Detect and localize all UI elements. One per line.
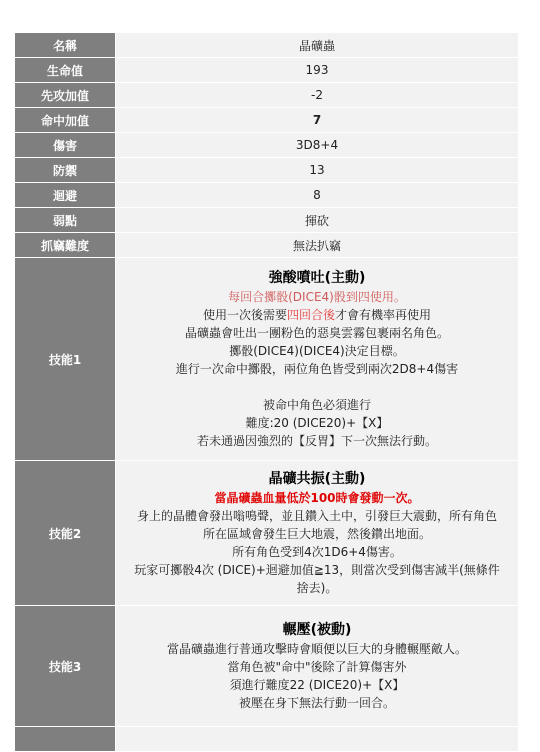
- stat-value: 7: [116, 108, 519, 133]
- skill-title: 晶礦共振(主動): [268, 471, 366, 487]
- skill-line: 身上的晶體會發出嗡鳴聲，並且鑽入土中，引發巨大震動，所有角色: [136, 509, 497, 523]
- stat-row-hit-bonus: [15, 108, 519, 133]
- skill-label: 技能3: [15, 606, 116, 727]
- stat-label: 弱點: [15, 208, 116, 233]
- skill-line: 若未通過因強烈的【反胃】下一次無法行動。: [196, 434, 437, 448]
- skill-row-1: [15, 258, 519, 461]
- skill-line: 晶礦蟲會吐出一團粉色的惡臭雲霧包裹兩名角色。: [184, 326, 449, 340]
- skill-row-2: [15, 461, 519, 606]
- stat-label: 抓竊難度: [15, 233, 116, 258]
- skill-line: 當晶礦蟲進行普通攻擊時會順便以巨大的身體輾壓敵人。: [166, 642, 467, 656]
- stat-value: 揮砍: [116, 208, 519, 233]
- empty-label-cell: [15, 727, 116, 752]
- empty-value-cell: [116, 727, 519, 752]
- stat-row-damage: [15, 133, 519, 158]
- skill-line: 所在區域會發生巨大地震，然後鑽出地面。: [202, 527, 431, 541]
- stat-row-weakness: [15, 208, 519, 233]
- stat-label: 迴避: [15, 183, 116, 208]
- skill-line: [116, 306, 518, 324]
- stat-label: 防禦: [15, 158, 116, 183]
- skill-line: 被壓在身下無法行動一回合。: [238, 696, 395, 710]
- skill-line-text-a: 使用一次後需要: [202, 308, 287, 322]
- stat-row-evasion: [15, 183, 519, 208]
- skill-line-text-b: 才會有機率再使用: [335, 308, 432, 322]
- stat-table: [14, 32, 519, 752]
- stat-label: 命中加值: [15, 108, 116, 133]
- skill-title: 輾壓(被動): [282, 622, 352, 638]
- skill-line: 捨去)。: [296, 581, 338, 595]
- stat-row-initiative: [15, 83, 519, 108]
- stat-value: 8: [116, 183, 519, 208]
- stat-value: 193: [116, 58, 519, 83]
- stat-value: 無法扒竊: [116, 233, 519, 258]
- stat-value: 3D8+4: [116, 133, 519, 158]
- skill-label: 技能2: [15, 461, 116, 606]
- skill-line: 擲骰(DICE4)(DICE4)決定目標。: [229, 344, 405, 358]
- skill-label: 技能1: [15, 258, 116, 461]
- skill-description: [116, 461, 519, 606]
- skill-line: 難度:20 (DICE20)+【X】: [245, 416, 389, 430]
- empty-row: [15, 727, 519, 752]
- stat-value: -2: [116, 83, 519, 108]
- stat-label: 生命值: [15, 58, 116, 83]
- skill-description: [116, 606, 519, 727]
- stat-row-steal-difficulty: [15, 233, 519, 258]
- stat-row-hp: [15, 58, 519, 83]
- skill-spacer: [116, 378, 518, 396]
- skill-description: [116, 258, 519, 461]
- skill-line: 玩家可擲骰4次 (DICE)+迴避加值≧13，則當次受到傷害減半(無條件: [134, 563, 500, 577]
- skill-line: 所有角色受到4次1D6+4傷害。: [232, 545, 402, 559]
- skill-condition: 當晶礦蟲血量低於100時會發動一次。: [214, 491, 420, 505]
- stat-row-name: [15, 33, 519, 58]
- skill-line: 須進行難度22 (DICE20)+【X】: [229, 678, 405, 692]
- skill-line: 進行一次命中擲骰，兩位角色皆受到兩次2D8+4傷害: [175, 362, 459, 376]
- skill-title: 強酸噴吐(主動): [268, 270, 366, 286]
- skill-condition: 每回合擲骰(DICE4)骰到四使用。: [228, 290, 406, 304]
- stat-label: 先攻加值: [15, 83, 116, 108]
- stat-value: 13: [116, 158, 519, 183]
- monster-stat-sheet: [14, 32, 519, 752]
- skill-row-3: [15, 606, 519, 727]
- stat-label: 名稱: [15, 33, 116, 58]
- stat-value: 晶礦蟲: [116, 33, 519, 58]
- stat-label: 傷害: [15, 133, 116, 158]
- stat-row-defense: [15, 158, 519, 183]
- skill-line: 被命中角色必須進行: [262, 398, 371, 412]
- skill-line-highlight: 四回合後: [286, 308, 335, 322]
- skill-line: 當角色被"命中"後除了計算傷害外: [227, 660, 407, 674]
